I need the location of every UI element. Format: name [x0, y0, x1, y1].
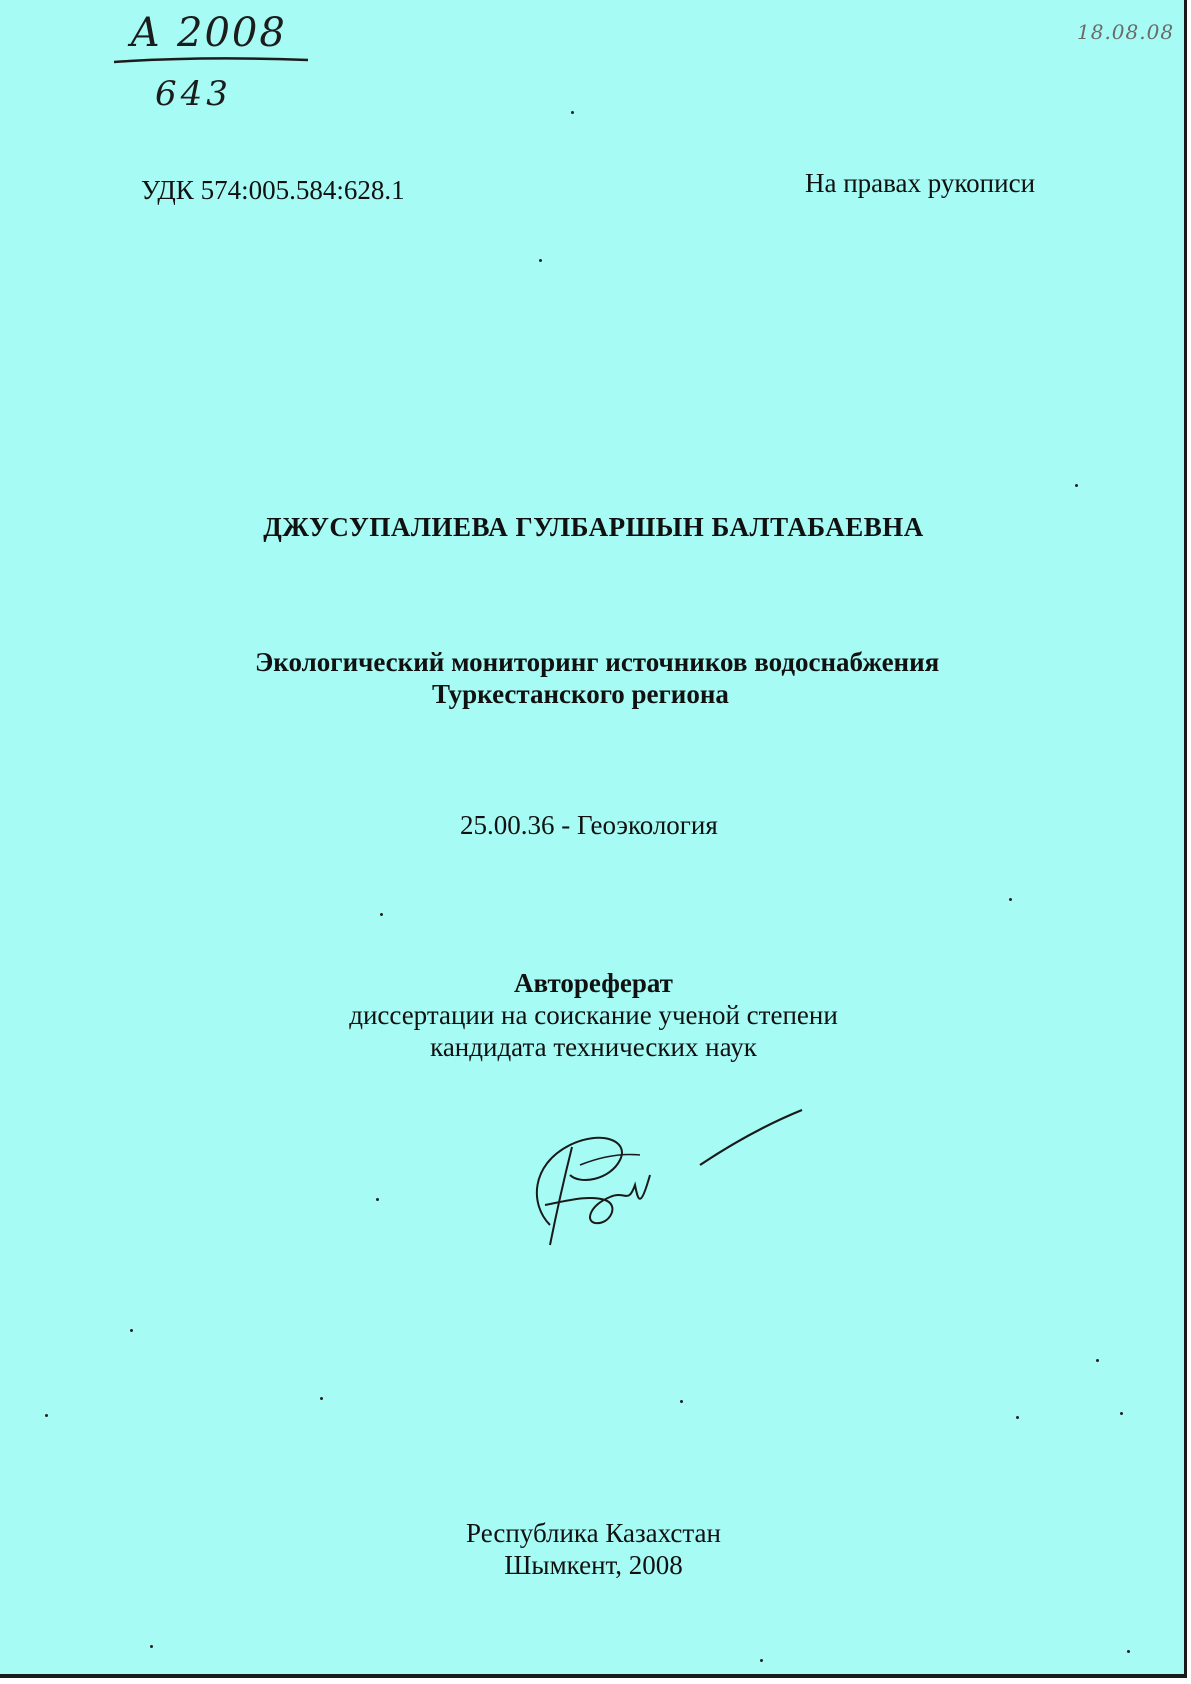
scan-speck: [760, 1659, 763, 1662]
archive-number: А 2008: [130, 10, 287, 56]
scan-speck: [45, 1414, 48, 1417]
scan-speck: [380, 913, 383, 916]
scan-speck: [376, 1198, 379, 1201]
scan-speck: [539, 259, 542, 262]
scan-speck: [1016, 1416, 1019, 1419]
scan-speck: [150, 1645, 153, 1648]
corner-date: 18.08.08: [1077, 20, 1175, 44]
scan-speck: [680, 1400, 683, 1403]
scan-speck: [1120, 1412, 1123, 1415]
title-line-2: Туркестанского региона: [432, 679, 729, 709]
scan-speck: [1096, 1359, 1099, 1362]
scan-speck: [1009, 898, 1012, 901]
manuscript-rights-note: На правах рукописи: [805, 168, 1036, 198]
archive-fraction-line: [112, 54, 312, 66]
scan-speck: [130, 1329, 133, 1332]
archive-sub-number: 643: [155, 74, 232, 114]
footer-city-year: Шымкент, 2008: [504, 1550, 683, 1580]
footer-country: Республика Казахстан: [466, 1518, 721, 1548]
title-line-1: Экологический мониторинг источников водоснабжения: [255, 647, 940, 677]
author-name: ДЖУСУПАЛИЕВА ГУЛБАРШЫН БАЛТАБАЕВНА: [263, 512, 924, 542]
scan-speck: [1127, 1650, 1130, 1653]
abstract-heading: Автореферат: [514, 968, 673, 998]
scan-speck: [571, 111, 574, 114]
author-signature: [510, 1105, 810, 1255]
scan-speck: [320, 1397, 323, 1400]
udc-code: УДК 574:005.584:628.1: [141, 175, 405, 205]
specialty-code: 25.00.36 - Геоэкология: [460, 810, 718, 840]
abstract-line-1: диссертации на соискание ученой степени: [349, 1000, 838, 1030]
abstract-line-2: кандидата технических наук: [430, 1032, 757, 1062]
scan-speck: [1075, 484, 1078, 487]
